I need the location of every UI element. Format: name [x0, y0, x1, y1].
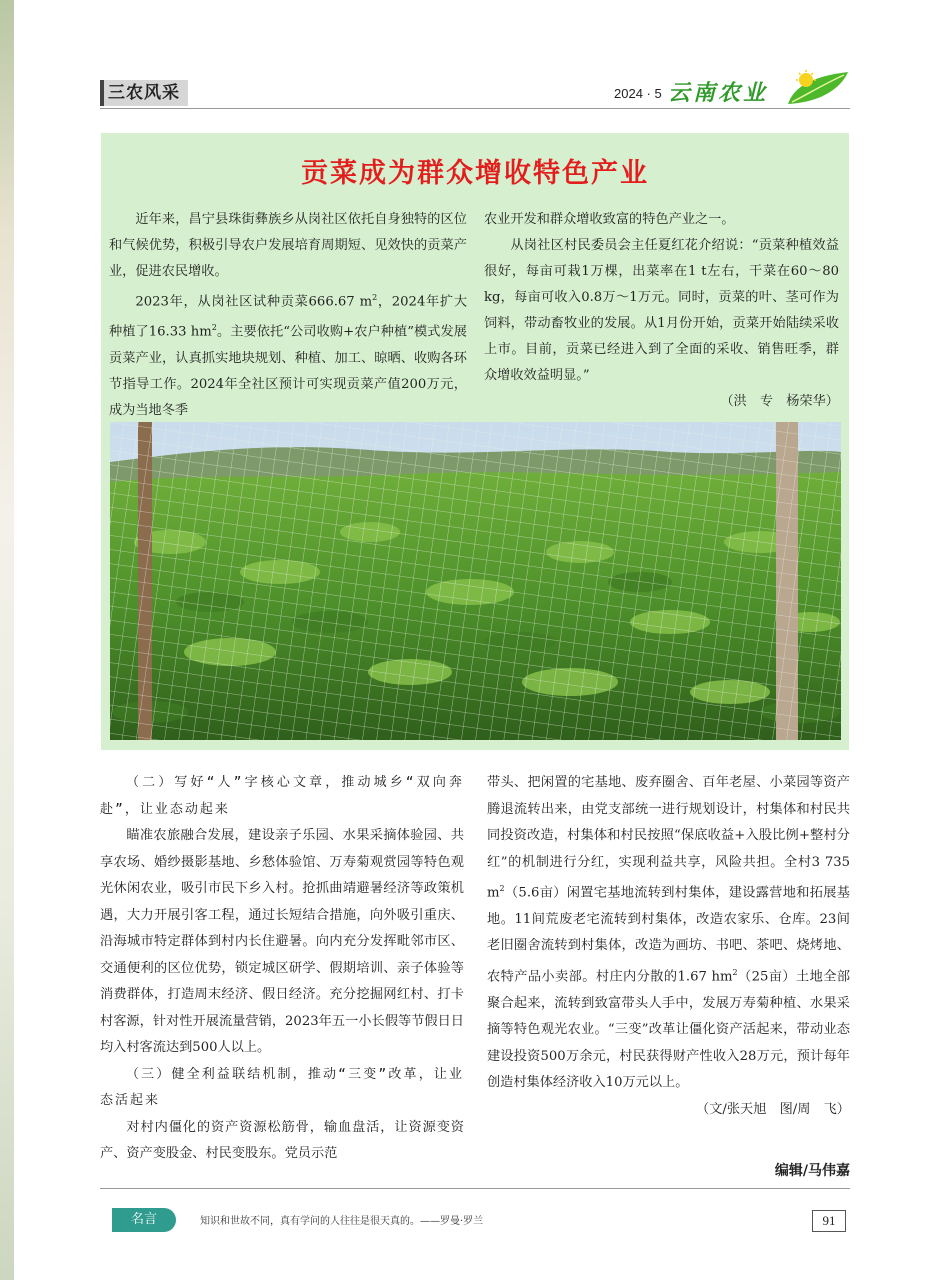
feature-paragraph-4: 从岗社区村民委员会主任夏红花介绍说：“贡菜种植效益很好，每亩可栽1万棵，出菜率在1 t左右，干菜在60～80 kg，每亩可收入0.8万～1万元。同时，贡菜的叶、茎可作为饲料，带动畜牧业的发展。从1月份开始，贡菜开始陆续采收上市。目前，贡菜已经进入到了全面的采收、销售旺季，群众增收效益明显。” [484, 238, 839, 383]
scan-edge [0, 0, 14, 1280]
editor-credit: 编辑/马伟嘉 [774, 1163, 850, 1179]
article-paragraph-2: 对村内僵化的资产资源松筋骨，输血盘活，让资源变资产、资产变股金、村民变股东。党员示范 [100, 1119, 464, 1161]
feature-box [101, 133, 849, 750]
feature-column-left [109, 207, 467, 424]
article-column-left [100, 770, 464, 1168]
article-paragraph-3: 带头、把闲置的宅基地、废弃圈舍、百年老屋、小菜园等资产腾退流转出来，由党支部统一进行规划设计，村集体和村民共同投资改造，村集体和村民按照“保底收益+入股比例+整村分红”的机制进行分红，实现利益共享，风险共担。全村3 735 $m^2(5.6$亩）闲置宅基地流转到村集体，建设露营地和拓展基地。11间荒废老宅流转到村集体，改造农家乐、仓库。23间老旧圈舍流转到村集体，改造为画坊、书吧、茶吧、烧烤地、农特产品小卖部。村庄内分散的1.67 $hm^2(25$亩）土地全部聚合起来，流转到致富带头人手中，发展万寿菊种植、水果采摘等特色观光农业。“三变”改革让僵化资产活起来，带动业态建设投资500万余元，村民获得财产性收入28万元，预计每年创造村集体经济收入10万元以上。 [487, 775, 851, 1091]
magazine-logo-text: 云南农业 [668, 80, 769, 106]
page-number: 91 [812, 1210, 846, 1232]
article-column-right [487, 770, 850, 1123]
article-credit: （文/张天旭 图/周 飞） [696, 1101, 850, 1117]
footer-rule [100, 1188, 850, 1189]
header-rule [100, 108, 850, 109]
feature-column-right [484, 207, 839, 415]
feature-paragraph-2: 2023年，从岗社区试种贡菜666.67 $m^2$，2024年扩大种植了16.33 $hm^2$。主要依托“公司收购+农户种植”模式发展贡菜产业，认真抓实地块规划、种植、加工、晾晒、收购各环节指导工作。2024年全社区预计可实现贡菜产值200万元，成为当地冬季 [109, 293, 468, 418]
quote-tag: 名言 [112, 1208, 176, 1232]
issue-number: 2024 · 5 [614, 86, 662, 101]
article-paragraph-1: 瞄准农旅融合发展，建设亲子乐园、水果采摘体验园、共享农场、婚纱摄影基地、乡愁体验馆、万寿菊观赏园等特色观光休闲农业，吸引市民下乡入村。抢抓曲靖避暑经济等政策机遇，大力开展引客工程，通过长短结合措施，向外吸引重庆、沿海城市特定群体到村内长住避暑。向内充分发挥毗邻市区、交通便利的区位优势，锁定城区研学、假期培训、亲子体验等消费群体，打造周末经济、假日经济。充分挖掘网红村、打卡村客源，针对性开展流量营销，2023年五一小长假等节假日日均入村客流达到500人以上。 [100, 828, 464, 1055]
gongcai-field-photo [110, 422, 841, 740]
feature-paragraph-1: 近年来，昌宁县珠街彝族乡从岗社区依托自身独特的区位和气候优势，积极引导农户发展培育周期短、见效快的贡菜产业，促进农民增收。 [109, 212, 467, 279]
feature-paragraph-3: 农业开发和群众增收致富的特色产业之一。 [484, 212, 735, 227]
section-tag: 三农风采 [100, 80, 188, 106]
feature-title: 贡菜成为群众增收特色产业 [301, 158, 649, 189]
feature-byline: （洪 专 杨荣华） [720, 394, 839, 409]
famous-quote: 知识和世故不同，真有学问的人往往是很天真的。——罗曼·罗兰 [200, 1216, 484, 1227]
leaf-sun-logo-icon [784, 70, 850, 106]
section-heading-3: （三）健全利益联结机制，推动“三变”改革，让业态活起来 [100, 1066, 464, 1108]
section-heading-2: （二）写好“人”字核心文章，推动城乡“双向奔赴”，让业态动起来 [100, 775, 464, 817]
